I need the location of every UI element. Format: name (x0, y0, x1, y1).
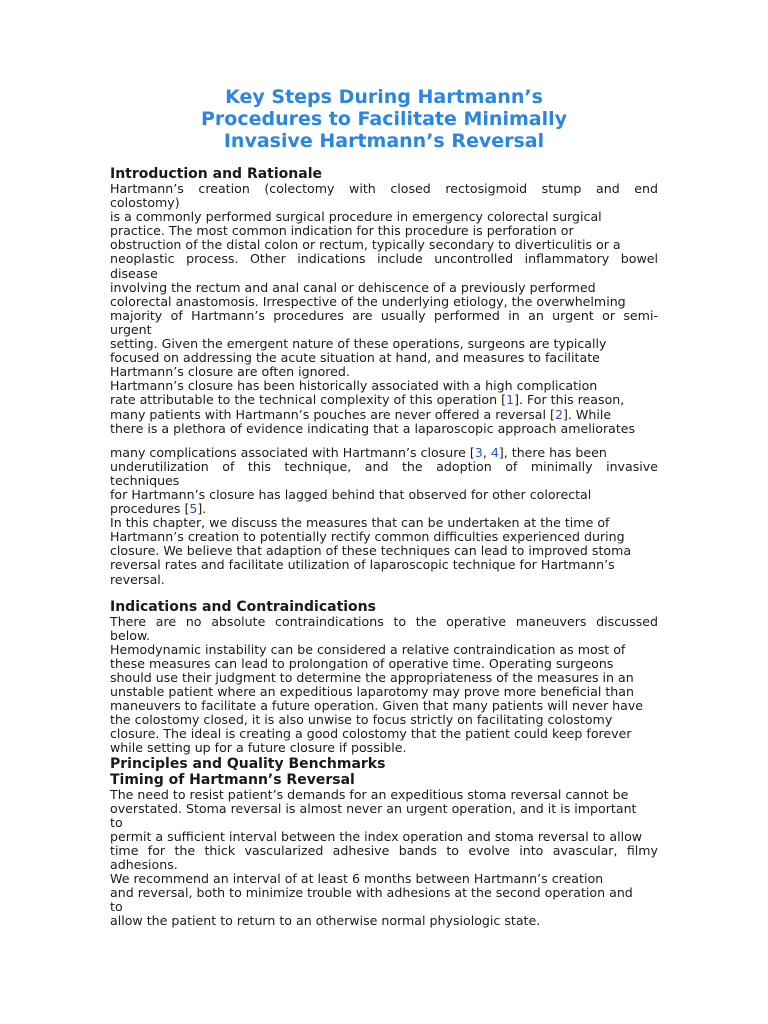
paragraph-line: urgent (110, 321, 152, 337)
paragraph-line: involving the rectum and anal canal or dehiscence of a previously performed (110, 279, 596, 295)
paragraph-line: majority of Hartmann’s procedures are usually performed in an urgent or semi- (110, 307, 658, 323)
paragraph-line: there is a plethora of evidence indicating that a laparoscopic approach ameliorates (110, 420, 636, 436)
principles-heading: Principles and Quality Benchmarks (110, 755, 386, 772)
paragraph-line: should use their judgment to determine the appropriateness of the measures in an (110, 670, 634, 685)
paragraph-line: obstruction of the distal colon or rectum, typically secondary to diverticulitis or a (110, 237, 621, 253)
paragraph-line: many complications associated with Hartmann’s closure [3, 4], there has been (110, 444, 607, 460)
document-body (110, 166, 658, 929)
paragraph-line: permit a sufficient interval between the index operation and stoma reversal to allow (110, 828, 643, 844)
paragraph-line: disease (110, 265, 158, 281)
paragraph-line: techniques (110, 472, 180, 488)
paragraph-line: colorectal anastomosis. Irrespective of the underlying etiology, the overwhelming (110, 293, 626, 309)
paragraph-line: closure. We believe that adaption of these techniques can lead to improved stoma (110, 543, 632, 559)
paragraph-line: focused on addressing the acute situation at hand, and measures to facilitate (110, 350, 600, 366)
paragraph-line: Hartmann’s closure are often ignored. (110, 364, 350, 380)
paragraph-line: for Hartmann’s closure has lagged behind that observed for other colorectal (110, 486, 592, 502)
paragraph-line: time for the thick vascularized adhesive bands to evolve into avascular, filmy (110, 842, 658, 858)
paragraph-line: maneuvers to facilitate a future operation. Given that many patients will never have (110, 698, 644, 714)
paragraph-line: overstated. Stoma reversal is almost never an urgent operation, and it is important (110, 800, 637, 816)
paragraph-line: below. (110, 627, 151, 643)
paragraph-line: The need to resist patient’s demands for an expeditious stoma reversal cannot be (110, 786, 629, 802)
paragraph-line: practice. The most common indication for this procedure is perforation or (110, 223, 574, 239)
reference-link[interactable]: 3 (474, 444, 483, 460)
paragraph-line: unstable patient where an expeditious laparotomy may prove more beneficial than (110, 684, 634, 700)
paragraph-line: many patients with Hartmann’s pouches are never offered a reversal [2]. While (110, 406, 612, 422)
paragraph-line: procedures [5]. (110, 501, 207, 517)
paragraph-line: We recommend an interval of at least 6 months between Hartmann’s creation (110, 871, 604, 887)
reference-link[interactable]: 4 (490, 444, 499, 460)
reference-link[interactable]: 2 (554, 406, 563, 422)
paragraph-line: Hartmann’s creation to potentially rectify common difficulties experienced during (110, 529, 625, 545)
paragraph-line: rate attributable to the technical complexity of this operation [1]. For this reason, (110, 392, 625, 408)
intro-heading: Introduction and Rationale (110, 166, 322, 182)
title-line-2: Procedures to Facilitate Minimally (200, 108, 568, 130)
reference-link[interactable]: 1 (506, 392, 515, 408)
paragraph-line: Hartmann’s closure has been historically associated with a high complication (110, 378, 598, 394)
timing-heading: Timing of Hartmann’s Reversal (110, 771, 355, 788)
paragraph-line: to (110, 899, 123, 915)
paragraph-line: setting. Given the emergent nature of these operations, surgeons are typically (110, 336, 607, 352)
paragraph-line: In this chapter, we discuss the measures that can be undertaken at the time of (110, 515, 610, 531)
paragraph-line: adhesions. (110, 857, 178, 873)
paragraph-line: allow the patient to return to an otherwise normal physiologic state. (110, 913, 541, 929)
paragraph-line: is a commonly performed surgical procedure in emergency colorectal surgical (110, 209, 602, 225)
paragraph-line: reversal. (110, 571, 165, 587)
paragraph-line: to (110, 814, 123, 830)
paragraph-line: neoplastic process. Other indications include uncontrolled inflammatory bowel (110, 251, 658, 267)
paragraph-line: colostomy) (110, 195, 180, 211)
title-line-1: Key Steps During Hartmann’s (225, 86, 543, 108)
indications-heading: Indications and Contraindications (110, 598, 376, 615)
paragraph-line: reversal rates and facilitate utilization of laparoscopic technique for Hartmann’s (110, 557, 615, 573)
document-title (110, 86, 658, 152)
paragraph-line: closure. The ideal is creating a good colostomy that the patient could keep forever (110, 726, 632, 742)
paragraph-line: the colostomy closed, it is also unwise to focus strictly on facilitating colostomy (110, 712, 613, 728)
paragraph-line: while setting up for a future closure if possible. (110, 740, 407, 756)
title-line-3: Invasive Hartmann’s Reversal (223, 130, 545, 152)
paragraph-line: and reversal, both to minimize trouble with adhesions at the second operation and (110, 885, 633, 901)
paragraph-line: underutilization of this technique, and the adoption of minimally invasive (110, 458, 658, 474)
reference-link[interactable]: 5 (189, 501, 198, 517)
paragraph-line: these measures can lead to prolongation of operative time. Operating surgeons (110, 655, 614, 671)
paragraph-line: Hartmann’s creation (colectomy with closed rectosigmoid stump and end (110, 181, 658, 196)
paragraph-line: Hemodynamic instability can be considered a relative contraindication as most of (110, 641, 626, 657)
paragraph-line: There are no absolute contraindications to the operative maneuvers discussed (110, 613, 658, 629)
